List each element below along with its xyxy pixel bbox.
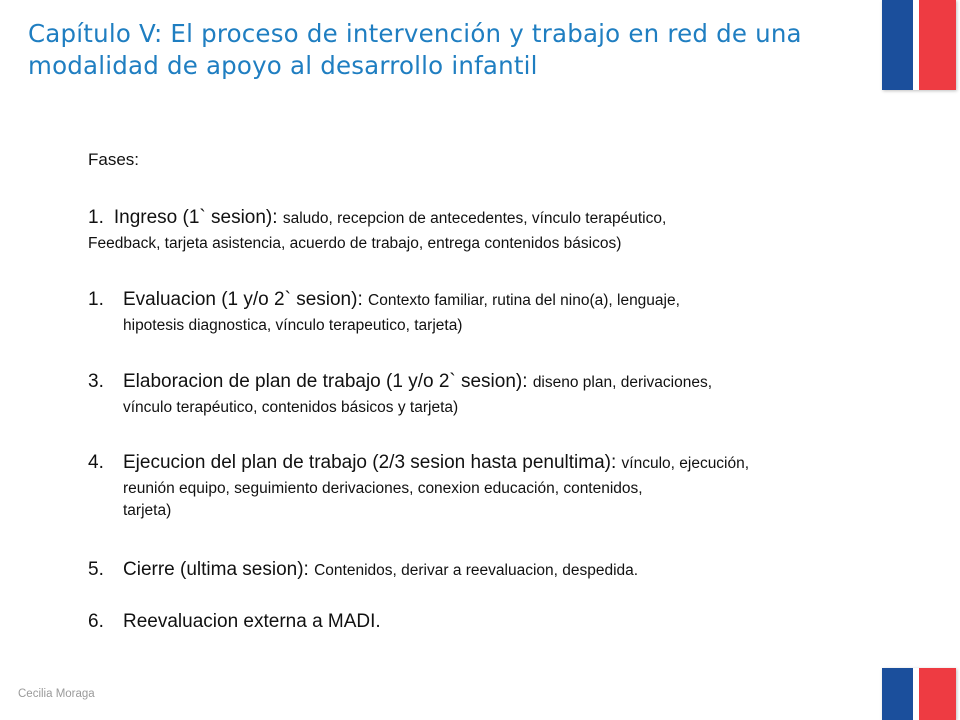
phase-item-3-line [88,368,938,397]
phase-item-2-lead: Evaluacion (1 y/o 2` sesion): [123,289,369,310]
phase-item-2-number: 1. [88,289,104,310]
phase-item-2-continuation: hipotesis diagnostica, vínculo terapeutico, tarjeta) [123,317,463,334]
phase-item-1 [88,204,938,255]
chile-flag-bottom-icon [882,668,956,720]
phase-item-6-line [88,608,938,637]
phases-label: Fases: [88,150,140,169]
phase-item-1-continuation: Feedback, tarjeta asistencia, acuerdo de trabajo, entrega contenidos básicos) [88,235,622,252]
chile-flag-top-icon [882,0,956,90]
phase-item-6-lead: Reevaluacion externa a MADI. [123,611,381,632]
phase-item-4-continuation-2: tarjeta) [123,502,172,519]
phase-item-5 [88,556,938,585]
phase-item-1-line [88,204,938,233]
phase-item-4-lead: Ejecucion del plan de trabajo (2/3 sesion hasta penultima): [123,452,622,473]
phase-item-1-number: 1. [88,207,104,228]
phase-item-2-detail: Contexto familiar, rutina del nino(a), lenguaje, [368,292,680,309]
phase-item-3-detail: diseno plan, derivaciones, [532,374,713,391]
phase-item-2 [88,286,938,337]
footer-author: Cecilia Moraga [18,688,95,700]
phase-item-3 [88,368,938,419]
phase-item-1-detail: saludo, recepcion de antecedentes, vínculo terapéutico, [282,210,667,227]
phase-item-4-line [88,449,938,478]
slide-title-line-2: modalidad de apoyo al desarrollo infantil [28,51,538,80]
slide-title-line-1: Capítulo V: El proceso de intervención y trabajo en red de una [28,19,802,48]
phase-item-3-continuation: vínculo terapéutico, contenidos básicos y tarjeta) [123,399,459,416]
phase-item-5-line [88,556,938,585]
phase-item-6-number: 6. [88,611,104,632]
phase-item-4-continuation-1: reunión equipo, seguimiento derivaciones, conexion educación, contenidos, [123,480,643,497]
slide-title [28,18,878,82]
phase-item-2-line [88,286,938,315]
phase-item-6 [88,608,938,637]
phase-item-3-number: 3. [88,371,104,392]
phase-item-5-lead: Cierre (ultima sesion): [123,559,315,580]
phase-item-4-detail: vínculo, ejecución, [621,455,750,472]
phase-item-5-detail: Contenidos, derivar a reevaluacion, despedida. [314,562,639,579]
phase-item-4 [88,449,938,522]
phase-item-5-number: 5. [88,559,104,580]
phase-item-3-lead: Elaboracion de plan de trabajo (1 y/o 2` sesion): [123,371,533,392]
phase-item-4-number: 4. [88,452,104,473]
phase-item-1-lead: Ingreso (1` sesion): [113,207,283,228]
